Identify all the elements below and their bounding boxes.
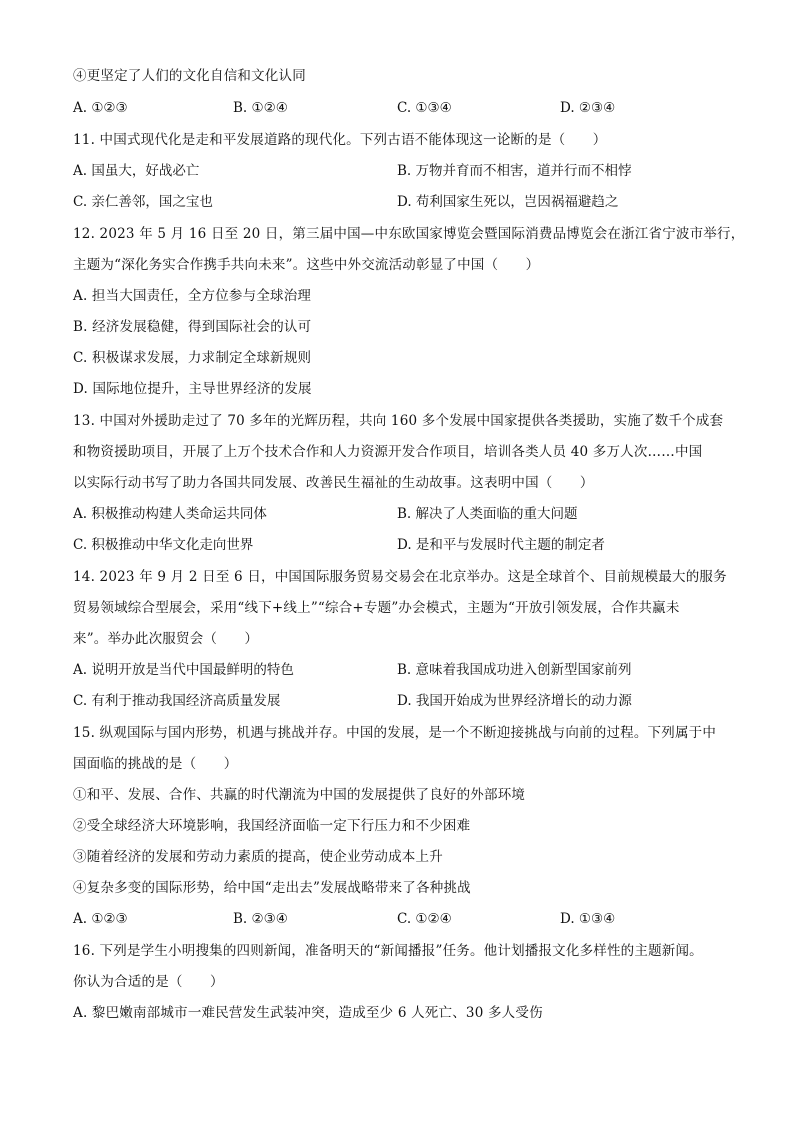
q12-option-b: B. 经济发展稳健，得到国际社会的认可 bbox=[73, 319, 312, 335]
q10-option-b: B. ①②④ bbox=[233, 100, 288, 116]
q13-option-a: A. 积极推动构建人类命运共同体 bbox=[73, 506, 267, 522]
q11-options-row2 bbox=[73, 193, 733, 211]
q12-option-c: C. 积极谋求发展，力求制定全球新规则 bbox=[73, 350, 312, 366]
q11-option-b: B. 万物并育而不相害，道并行而不相悖 bbox=[397, 163, 632, 179]
q10-option-c: C. ①③④ bbox=[397, 100, 452, 116]
q15-options bbox=[73, 910, 733, 928]
q12-stem-line-2: 主题为“深化务实合作携手共向未来”。这些中外交流活动彰显了中国（ ） bbox=[73, 257, 540, 273]
q10-option-d: D. ②③④ bbox=[560, 100, 616, 116]
q14-stem-line-1: 14. 2023 年 9 月 2 日至 6 日，中国国际服务贸易交易会在北京举办。这是全球首个、目前规模最大的服务 bbox=[73, 569, 727, 585]
q14-stem-line-2: 贸易领域综合型展会，采用“线下+线上”“综合+专题”办会模式，主题为“开放引领发展，合作共赢未 bbox=[73, 600, 680, 616]
q14-stem-line-3: 来”。举办此次服贸会（ ） bbox=[73, 631, 259, 647]
q16-stem-line-2: 你认为合适的是（ ） bbox=[73, 974, 224, 990]
q10-option-a: A. ①②③ bbox=[73, 100, 128, 116]
q15-stem-line-2: 国面临的挑战的是（ ） bbox=[73, 756, 238, 772]
q15-item-4: ④复杂多变的国际形势，给中国“走出去”发展战略带来了各种挑战 bbox=[73, 880, 471, 896]
q12-option-a: A. 担当大国责任，全方位参与全球治理 bbox=[73, 288, 312, 304]
q13-option-b: B. 解决了人类面临的重大问题 bbox=[397, 506, 578, 522]
q14-options-row1 bbox=[73, 661, 733, 679]
q15-item-3: ③随着经济的发展和劳动力素质的提高，使企业劳动成本上升 bbox=[73, 849, 443, 865]
q13-option-d: D. 是和平与发展时代主题的制定者 bbox=[397, 537, 605, 553]
q12-stem-line-1: 12. 2023 年 5 月 16 日至 20 日，第三届中国—中东欧国家博览会暨国际消费品博览会在浙江省宁波市举行， bbox=[73, 226, 745, 242]
q13-stem-line-1: 13. 中国对外援助走过了 70 多年的光辉历程，共向 160 多个发展中国家提供各类援助，实施了数千个成套 bbox=[73, 413, 724, 429]
q15-stem-line-1: 15. 纵观国际与国内形势，机遇与挑战并存。中国的发展，是一个不断迎接挑战与向前的过程。下列属于中 bbox=[73, 725, 717, 741]
q12-option-d: D. 国际地位提升，主导世界经济的发展 bbox=[73, 381, 312, 397]
q11-stem: 11. 中国式现代化是走和平发展道路的现代化。下列古语不能体现这一论断的是（ ） bbox=[73, 132, 607, 148]
q10-options bbox=[73, 99, 733, 117]
q11-options-row1 bbox=[73, 162, 733, 180]
q14-option-a: A. 说明开放是当代中国最鲜明的特色 bbox=[73, 662, 294, 678]
q11-option-a: A. 国虽大，好战必亡 bbox=[73, 163, 200, 179]
q15-option-a: A. ①②③ bbox=[73, 911, 128, 927]
q14-option-b: B. 意味着我国成功进入创新型国家前列 bbox=[397, 662, 632, 678]
q13-stem-line-2: 和物资援助项目，开展了上万个技术合作和人力资源开发合作项目，培训各类人员 40 多万人次……中国 bbox=[73, 444, 703, 460]
q15-option-d: D. ①③④ bbox=[560, 911, 616, 927]
q13-options-row2 bbox=[73, 536, 733, 554]
q14-options-row2 bbox=[73, 692, 733, 710]
q14-option-c: C. 有利于推动我国经济高质量发展 bbox=[73, 693, 281, 709]
q16-stem-line-1: 16. 下列是学生小明搜集的四则新闻，准备明天的“新闻播报”任务。他计划播报文化多样性的主题新闻。 bbox=[73, 943, 703, 959]
q11-option-c: C. 亲仁善邻，国之宝也 bbox=[73, 194, 213, 210]
q14-option-d: D. 我国开始成为世界经济增长的动力源 bbox=[397, 693, 632, 709]
q15-option-c: C. ①②④ bbox=[397, 911, 452, 927]
q10-item-4: ④更坚定了人们的文化自信和文化认同 bbox=[73, 68, 306, 84]
q15-item-1: ①和平、发展、合作、共赢的时代潮流为中国的发展提供了良好的外部环境 bbox=[73, 787, 526, 803]
q13-options-row1 bbox=[73, 505, 733, 523]
q16-option-a: A. 黎巴嫩南部城市一难民营发生武装冲突，造成至少 6 人死亡、30 多人受伤 bbox=[73, 1005, 543, 1021]
q11-option-d: D. 苟利国家生死以，岂因祸福避趋之 bbox=[397, 194, 619, 210]
q13-option-c: C. 积极推动中华文化走向世界 bbox=[73, 537, 254, 553]
q13-stem-line-3: 以实际行动书写了助力各国共同发展、改善民生福祉的生动故事。这表明中国（ ） bbox=[73, 475, 594, 491]
q15-item-2: ②受全球经济大环境影响，我国经济面临一定下行压力和不少困难 bbox=[73, 818, 471, 834]
q15-option-b: B. ②③④ bbox=[233, 911, 288, 927]
